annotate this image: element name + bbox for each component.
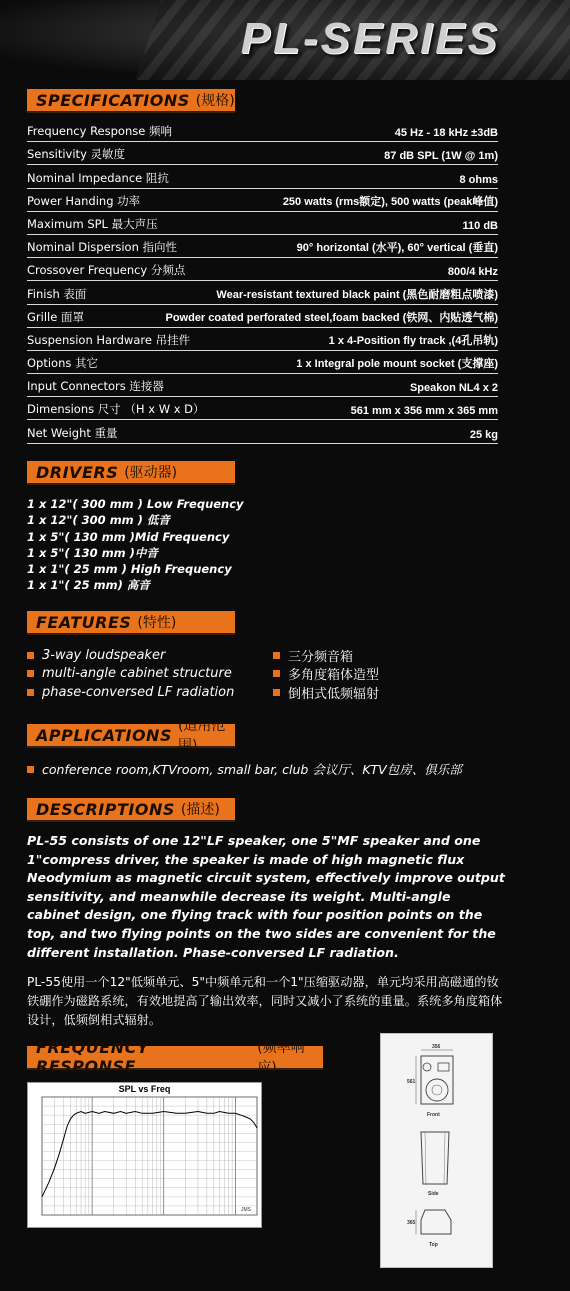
feature-text: 倒相式低频辐射 [288,686,380,702]
feature-text: phase-conversed LF radiation [42,684,235,700]
dimension-drawing-panel [380,1033,493,1268]
driver-line: 1 x 1"( 25 mm ) High Frequency [27,562,232,577]
front-label: Front [427,1112,440,1118]
spec-value: 8 ohms [459,173,498,186]
bullet-icon [27,689,34,696]
spec-label: Finish 表面 [27,286,87,301]
bullet-icon [273,652,280,659]
spec-value: 800/4 kHz [447,266,498,279]
spec-row [27,189,498,212]
spec-value: 90° horizontal (水平), 60° vertical (垂直) [296,242,498,255]
applications-line [27,760,462,778]
spec-row [27,258,498,281]
spec-row [27,328,498,351]
feature-item [27,683,234,702]
cabinet-drawings [381,1034,492,1267]
woofer-cone-icon [432,1085,442,1095]
spec-row [27,165,498,188]
spec-label: Net Weight 重量 [27,425,118,440]
height-mark: 561 [407,1079,416,1085]
driver-line: 1 x 5"( 130 mm )Mid Frequency [27,529,230,544]
frequency-response-chart [27,1082,262,1228]
spec-label: Dimensions 尺寸 （H x W x D） [27,402,205,417]
spec-value: 250 watts (rms额定), 500 watts (peak峰值) [282,195,498,208]
section-title: FEATURES [36,612,132,632]
spec-label: Maximum SPL 最大声压 [27,216,158,231]
header-banner [0,0,570,80]
section-title: FREQUENCY RESPONSE [36,1038,149,1076]
depth-mark: 365 [407,1220,416,1226]
driver-line: 1 x 12"( 300 mm ) Low Frequency [27,497,244,511]
bullet-icon [273,689,280,696]
spec-value: 561 mm x 356 mm x 365 mm [350,405,498,418]
applications-banner [27,718,235,754]
side-view [421,1132,449,1197]
spec-value: Speakon NL4 x 2 [409,382,498,395]
frequency-response-banner [27,1038,323,1076]
spec-label: Nominal Impedance 阻抗 [27,170,169,185]
section-title-zh: (频率响应) [257,1040,305,1076]
horn-icon [438,1063,449,1071]
spec-row [27,351,498,374]
section-title-zh: (驱动器) [124,465,178,481]
description-english: PL-55 consists of one 12"LF speaker, one 5"MF speaker and one 1"compress driver, the speaker is made of high magnetic flux Neodymium as magnetic circuit system, effectively improve output sensitivity, and meanwhile decrease its weight. Multi-angle cabinet design, one flying track with four position points on the top, and two flying points on the two sides are convenient for the different installation. Phase-conversed LF radiation. [27,833,505,960]
driver-line: 1 x 5"( 130 mm )中音 [27,545,158,560]
spec-value: 45 Hz - 18 kHz ±3dB [394,127,498,140]
feature-item [27,665,234,684]
spec-row [27,374,498,397]
feature-item [27,646,234,665]
spec-value: 87 dB SPL (1W @ 1m) [384,150,498,163]
bullet-icon [273,670,280,677]
spec-row [27,305,498,328]
section-title: DRIVERS [36,462,119,482]
woofer-icon [426,1079,448,1101]
feature-item [273,646,379,665]
driver-line: 1 x 1"( 25 mm) 高音 [27,578,150,593]
bullet-icon [27,652,34,659]
feature-text: 三分频音箱 [288,649,354,665]
spec-row [27,397,498,420]
spec-label: Input Connectors 连接器 [27,379,164,394]
feature-text: multi-angle cabinet structure [42,666,232,682]
bullet-icon [27,766,34,773]
driver-line: 1 x 12"( 300 mm ) 低音 [27,513,170,528]
spec-row [27,119,498,142]
feature-text: 多角度箱体造型 [288,668,380,684]
spec-label: Frequency Response 频响 [27,124,172,139]
spec-label: Sensitivity 灵敏度 [27,147,126,162]
description-chinese: PL-55使用一个12"低频单元、5"中频单元和一个1"压缩驱动器，单元均采用高磁通的钕铁硼作为磁路系统，有效地提高了输出效率，同时又减小了系统的重量。系统多角度箱体设计，低频倒相式辐射。 [27,975,503,1027]
section-title: SPECIFICATIONS [36,90,190,110]
spec-label: Options 其它 [27,356,99,371]
chart-title: SPL vs Freq [118,1084,171,1094]
width-mark: 356 [432,1044,441,1050]
features-list-zh [273,646,379,702]
spec-label: Grille 面罩 [27,309,84,324]
spec-row [27,142,498,165]
feature-text: 3-way loudspeaker [42,647,166,663]
section-title-zh: (特性) [137,615,177,631]
spec-row [27,281,498,304]
top-label: Top [429,1242,438,1248]
series-title: PL-SERIES [240,14,500,63]
features-banner [27,611,235,635]
spec-row [27,235,498,258]
spec-label: Crossover Frequency 分频点 [27,263,186,278]
spec-value: 1 x Integral pole mount socket (支撑座) [296,358,498,371]
feature-item [273,683,379,702]
spec-value: 25 kg [469,428,498,441]
section-title: APPLICATIONS [36,725,172,745]
spec-label: Power Handing 功率 [27,193,141,208]
front-view [407,1044,453,1118]
section-title-zh: (规格) [195,93,235,109]
side-edge-line [425,1132,426,1184]
top-view [407,1210,451,1248]
section-title-zh: (适用范围) [177,718,226,754]
spec-value: 1 x 4-Position fly track ,(4孔吊轨) [328,334,498,347]
section-title: DESCRIPTIONS [36,799,175,819]
drivers-list [27,496,244,594]
spec-value: Wear-resistant textured black paint (黑色耐磨粗点喷漆) [216,288,498,301]
spec-label: Nominal Dispersion 指向性 [27,240,178,255]
top-cabinet-outline [421,1210,451,1234]
side-label: Side [428,1191,439,1197]
specifications-banner [27,89,235,113]
chart-plot [28,1083,261,1227]
spec-value: 110 dB [462,219,498,232]
spec-table [27,119,498,444]
section-title-zh: (描述) [180,802,220,818]
applications-text: conference room,KTVroom, small bar, club 会议厅、KTV包房、俱乐部 [42,762,462,777]
spec-row [27,212,498,235]
drivers-banner [27,461,235,485]
chart-corner-label: JMS [241,1207,251,1213]
spec-label: Suspension Hardware 吊挂件 [27,332,191,347]
feature-item [273,665,379,684]
descriptions-banner [27,798,235,822]
bullet-icon [27,670,34,677]
side-edge-line [444,1132,445,1184]
features-list-en [27,646,234,702]
spec-value: Powder coated perforated steel,foam backed (铁网、内贴透气棉) [165,311,498,324]
spec-row [27,420,498,443]
midrange-icon [423,1063,431,1071]
